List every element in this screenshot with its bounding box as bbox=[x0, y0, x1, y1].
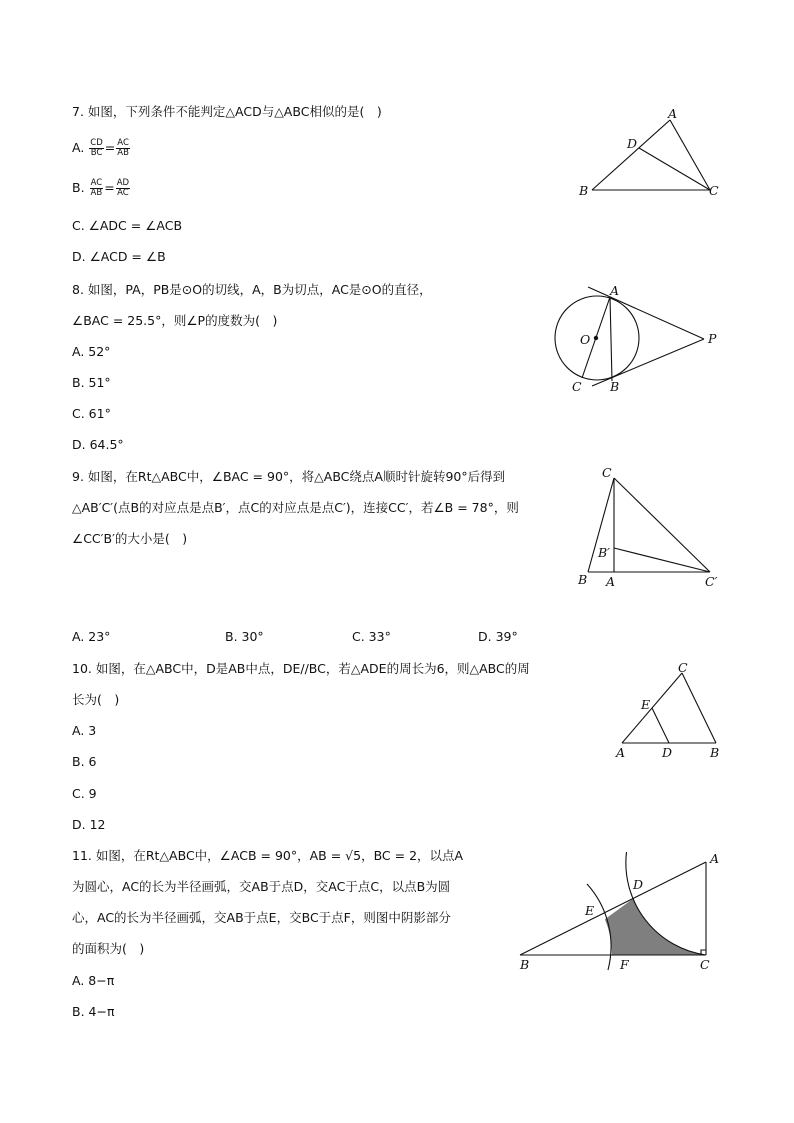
label-b: B bbox=[610, 379, 620, 394]
center-dot bbox=[594, 336, 598, 340]
q11-stem-line-3: 心，AC的长为半径画弧，交AB于点E，交BC于点F，则图中阴影部分 bbox=[72, 910, 451, 925]
frac-numerator: AC bbox=[90, 178, 103, 188]
frac-numerator: AD bbox=[116, 178, 130, 188]
q7-option-a-frac1 bbox=[89, 139, 103, 158]
frac-denominator: AC bbox=[117, 188, 129, 198]
q7-option-b-frac2 bbox=[116, 179, 130, 198]
tangent-pb bbox=[592, 339, 704, 386]
q8-option-b[interactable]: B. 51° bbox=[72, 375, 111, 390]
side-ab bbox=[592, 120, 670, 190]
equals-sign: = bbox=[104, 140, 116, 155]
label-a: A bbox=[610, 283, 620, 298]
label-c-prime: C′ bbox=[705, 574, 718, 589]
label-b: B bbox=[710, 745, 720, 760]
frac-numerator: CD bbox=[90, 138, 103, 148]
q9-option-c[interactable]: C. 33° bbox=[352, 629, 391, 644]
label-c: C bbox=[709, 183, 719, 198]
label-d: D bbox=[662, 745, 673, 760]
side-bc bbox=[682, 673, 716, 743]
label-d: D bbox=[627, 136, 638, 151]
q10-diagram bbox=[605, 655, 730, 765]
q11-figure bbox=[515, 845, 730, 975]
label-a: A bbox=[606, 574, 616, 589]
frac-denominator: AB bbox=[90, 188, 103, 198]
q9-stem-line-3: ∠CC′B′的大小是( ) bbox=[72, 531, 188, 546]
q7-figure bbox=[570, 100, 730, 210]
label-b: B bbox=[520, 957, 530, 972]
q7-option-c[interactable]: C. ∠ADC = ∠ACB bbox=[72, 218, 183, 233]
q10-stem-line-1: 10. 如图，在△ABC中，D是AB中点，DE//BC，若△ADE的周长为6，则△ABC的周 bbox=[72, 661, 530, 676]
q7-diagram bbox=[570, 100, 730, 210]
segment-cd bbox=[639, 148, 710, 190]
q9-diagram bbox=[570, 460, 730, 590]
q11-option-b[interactable]: B. 4−π bbox=[72, 1004, 115, 1019]
q7-option-b-prefix: B. bbox=[72, 180, 85, 195]
q8-stem-line-1: 8. 如图，PA，PB是⊙O的切线，A，B为切点，AC是⊙O的直径， bbox=[72, 282, 432, 297]
q7-option-d[interactable]: D. ∠ACD = ∠B bbox=[72, 249, 166, 264]
equals-sign: = bbox=[104, 180, 115, 195]
label-f: F bbox=[620, 957, 629, 972]
q7-option-b[interactable] bbox=[72, 176, 131, 200]
segment-cc1 bbox=[614, 478, 710, 572]
segment-de bbox=[652, 708, 669, 743]
q8-diagram bbox=[550, 280, 725, 400]
chord-ab bbox=[610, 297, 612, 381]
shaded-region bbox=[605, 899, 706, 956]
label-e: E bbox=[585, 903, 595, 918]
q7-option-a-frac2 bbox=[116, 139, 130, 158]
label-b: B bbox=[579, 183, 589, 198]
q9-option-b[interactable]: B. 30° bbox=[225, 629, 264, 644]
q8-figure bbox=[550, 280, 725, 400]
q7-option-a-prefix: A. bbox=[72, 140, 85, 155]
label-d: D bbox=[633, 877, 644, 892]
q9-stem-line-2: △AB′C′(点B的对应点是点B′，点C的对应点是点C′)，连接CC′，若∠B = 78°，则 bbox=[72, 500, 519, 515]
q10-option-d[interactable]: D. 12 bbox=[72, 817, 106, 832]
q10-stem-line-2: 长为( ) bbox=[72, 692, 120, 707]
q10-option-b[interactable]: B. 6 bbox=[72, 754, 97, 769]
frac-numerator: AC bbox=[117, 138, 129, 148]
label-e: E bbox=[641, 697, 651, 712]
q10-option-c[interactable]: C. 9 bbox=[72, 786, 97, 801]
label-c: C bbox=[700, 957, 710, 972]
frac-denominator: AB bbox=[117, 148, 129, 158]
q11-stem-line-4: 的面积为( ) bbox=[72, 941, 145, 956]
q9-option-a[interactable]: A. 23° bbox=[72, 629, 111, 644]
q11-diagram bbox=[515, 845, 730, 975]
q11-stem-line-1: 11. 如图，在Rt△ABC中，∠ACB = 90°，AB = √5，BC = 2，以点A bbox=[72, 848, 464, 863]
label-c: C bbox=[678, 660, 688, 675]
q7-option-b-frac1 bbox=[90, 179, 104, 198]
label-a: A bbox=[616, 745, 626, 760]
frac-denominator: BC bbox=[90, 148, 103, 158]
q9-stem-line-1: 9. 如图，在Rt△ABC中，∠BAC = 90°，将△ABC绕点A顺时针旋转90°后得到 bbox=[72, 469, 506, 484]
q8-option-d[interactable]: D. 64.5° bbox=[72, 437, 124, 452]
segment-b1c1 bbox=[614, 548, 710, 572]
q11-stem-line-2: 为圆心，AC的长为半径画弧，交AB于点D，交AC于点C，以点B为圆 bbox=[72, 879, 451, 894]
label-a: A bbox=[710, 851, 720, 866]
q10-figure bbox=[605, 655, 730, 765]
label-c: C bbox=[572, 379, 582, 394]
arc-centered-b bbox=[587, 884, 611, 970]
q8-stem-line-2: ∠BAC = 25.5°，则∠P的度数为( ) bbox=[72, 313, 278, 328]
label-p: P bbox=[708, 331, 717, 346]
label-o: O bbox=[580, 332, 591, 347]
q10-option-a[interactable]: A. 3 bbox=[72, 723, 97, 738]
q7-stem: 7. 如图，下列条件不能判定△ACD与△ABC相似的是( ) bbox=[72, 104, 382, 119]
label-c: C bbox=[602, 465, 612, 480]
tangent-pa bbox=[588, 287, 704, 339]
label-a: A bbox=[668, 106, 678, 121]
side-ac bbox=[670, 120, 710, 190]
q11-option-a[interactable]: A. 8−π bbox=[72, 973, 115, 988]
q9-figure bbox=[570, 460, 730, 590]
label-b-prime: B′ bbox=[598, 545, 611, 560]
q8-option-a[interactable]: A. 52° bbox=[72, 344, 111, 359]
q9-option-d[interactable]: D. 39° bbox=[478, 629, 518, 644]
q7-option-a[interactable] bbox=[72, 136, 131, 160]
q8-option-c[interactable]: C. 61° bbox=[72, 406, 111, 421]
label-b: B bbox=[578, 572, 588, 587]
